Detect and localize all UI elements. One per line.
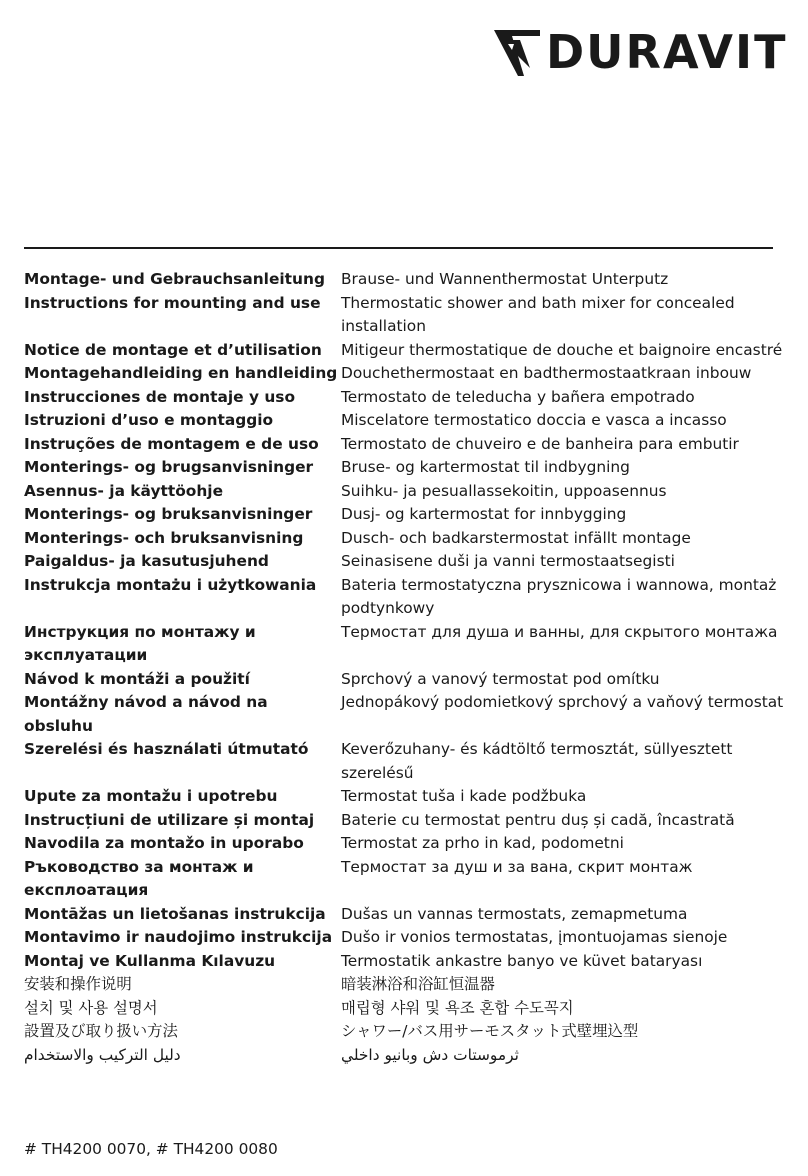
product-description: Suihku- ja pesuallassekoitin, uppoasennus <box>341 481 667 500</box>
table-row <box>24 268 794 292</box>
table-row <box>24 856 794 903</box>
duravit-d-icon <box>490 16 550 88</box>
instruction-title: Instructions for mounting and use <box>24 293 321 312</box>
product-description: Termostato de teleducha y bañera empotrado <box>341 387 695 406</box>
table-row <box>24 503 794 527</box>
instruction-title: Navodila za montažo in uporabo <box>24 834 304 852</box>
table-row <box>24 926 794 950</box>
table-row <box>24 1020 794 1044</box>
product-description: Seinasisene duši ja vanni termostaatsegisti <box>341 552 675 570</box>
product-description: Brause- und Wannenthermostat Unterputz <box>341 270 669 288</box>
instruction-title: دليل التركيب والاستخدام <box>24 1045 181 1064</box>
instruction-title: Istruzioni d’uso e montaggio <box>24 411 274 429</box>
brand-name: DURAVIT <box>546 25 788 79</box>
instruction-title: Instrucțiuni de utilizare și montaj <box>24 810 315 829</box>
instruction-title: Notice de montage et d’utilisation <box>24 340 322 359</box>
instruction-title: Ръководство за монтаж и експлоатация <box>24 857 254 899</box>
product-description: Douchethermostaat en badthermostaatkraan inbouw <box>341 364 752 382</box>
product-description: Termostato de chuveiro e de banheira para embutir <box>341 434 739 453</box>
product-description: Dusch- och badkarstermostat infällt montage <box>341 528 691 547</box>
product-description: Термостат за душ и за вана, скрит монтаж <box>341 857 693 876</box>
product-description: Thermostatic shower and bath mixer for concealed installation <box>341 293 735 335</box>
instruction-title: 설치 및 사용 설명서 <box>24 998 158 1017</box>
table-row <box>24 738 794 785</box>
instruction-title: Instruções de montagem e de uso <box>24 434 319 453</box>
table-row <box>24 574 794 621</box>
instruction-title: Instrukcja montażu i użytkowania <box>24 575 317 594</box>
instruction-title: Paigaldus- ja kasutusjuhend <box>24 552 269 570</box>
instruction-title: Montagehandleiding en handleiding <box>24 364 338 382</box>
table-row <box>24 997 794 1021</box>
instruction-title: Szerelési és használati útmutató <box>24 740 309 758</box>
table-row <box>24 973 794 997</box>
product-description: Термостат для душа и ванны, для скрытого монтажа <box>341 622 778 641</box>
product-description: Dušas un vannas termostats, zemapmetuma <box>341 904 688 923</box>
product-description: Bateria termostatyczna prysznicowa i wannowa, montaż podtynkowy <box>341 575 777 617</box>
table-row <box>24 433 794 457</box>
language-table <box>24 268 794 1067</box>
instruction-title: Asennus- ja käyttöohje <box>24 481 224 500</box>
instruction-title: Monterings- och bruksanvisning <box>24 528 304 547</box>
table-row <box>24 339 794 363</box>
product-description: 暗装淋浴和浴缸恒温器 <box>341 975 495 993</box>
product-description: Termostat tuša i kade podžbuka <box>341 787 587 805</box>
instruction-title: Montaj ve Kullanma Kılavuzu <box>24 951 276 970</box>
product-description: Sprchový a vanový termostat pod omítku <box>341 669 660 688</box>
table-row <box>24 456 794 480</box>
product-description: Baterie cu termostat pentru duș și cadă, încastrată <box>341 810 735 829</box>
table-row <box>24 480 794 504</box>
product-description: Keverőzuhany- és kádtöltő termosztát, süllyesztett szerelésű <box>341 740 733 782</box>
table-row <box>24 409 794 433</box>
table-row <box>24 527 794 551</box>
table-row <box>24 1044 794 1068</box>
article-numbers: # TH4200 0070, # TH4200 0080 <box>24 1140 278 1158</box>
table-row <box>24 550 794 574</box>
product-description: Mitigeur thermostatique de douche et baignoire encastré <box>341 340 783 359</box>
instruction-title: 安装和操作说明 <box>24 975 132 993</box>
product-description: Termostatik ankastre banyo ve küvet bataryası <box>341 951 703 970</box>
duravit-logo <box>490 16 786 88</box>
product-description: シャワー/バス用サーモスタット式壁埋込型 <box>341 1022 639 1040</box>
table-row <box>24 785 794 809</box>
instruction-title: Návod k montáži a použití <box>24 669 250 688</box>
product-description: Termostat za prho in kad, podometni <box>341 834 624 852</box>
product-description: Jednopákový podomietkový sprchový a vaňový termostat <box>341 693 784 711</box>
instruction-title: Monterings- og brugsanvisninger <box>24 458 314 476</box>
table-row <box>24 832 794 856</box>
header-divider <box>24 247 773 249</box>
product-description: Dušo ir vonios termostatas, įmontuojamas sienoje <box>341 928 728 946</box>
instruction-title: Montážny návod a návod na obsluhu <box>24 693 268 735</box>
table-row <box>24 292 794 339</box>
table-row <box>24 668 794 692</box>
table-row <box>24 362 794 386</box>
product-description: Dusj- og kartermostat for innbygging <box>341 505 627 523</box>
product-description: Miscelatore termostatico doccia e vasca a incasso <box>341 411 727 429</box>
instruction-title: Monterings- og bruksanvisninger <box>24 505 313 523</box>
instruction-title: Montage- und Gebrauchsanleitung <box>24 270 325 288</box>
table-row <box>24 386 794 410</box>
product-description: 매립형 샤워 및 욕조 혼합 수도꼭지 <box>341 998 574 1017</box>
product-description: Bruse- og kartermostat til indbygning <box>341 458 630 476</box>
instruction-title: Montāžas un lietošanas instrukcija <box>24 904 326 923</box>
instruction-title: Инструкция по монтажу и эксплуатации <box>24 622 256 664</box>
table-row <box>24 950 794 974</box>
table-row <box>24 691 794 738</box>
product-description: ثرموستات دش وبانيو داخلي <box>341 1045 519 1064</box>
instruction-title: Upute za montažu i upotrebu <box>24 787 278 805</box>
table-row <box>24 903 794 927</box>
table-row <box>24 621 794 668</box>
instruction-title: 設置及び取り扱い方法 <box>24 1022 178 1040</box>
table-row <box>24 809 794 833</box>
instruction-title: Montavimo ir naudojimo instrukcija <box>24 928 333 946</box>
instruction-title: Instrucciones de montaje y uso <box>24 387 296 406</box>
